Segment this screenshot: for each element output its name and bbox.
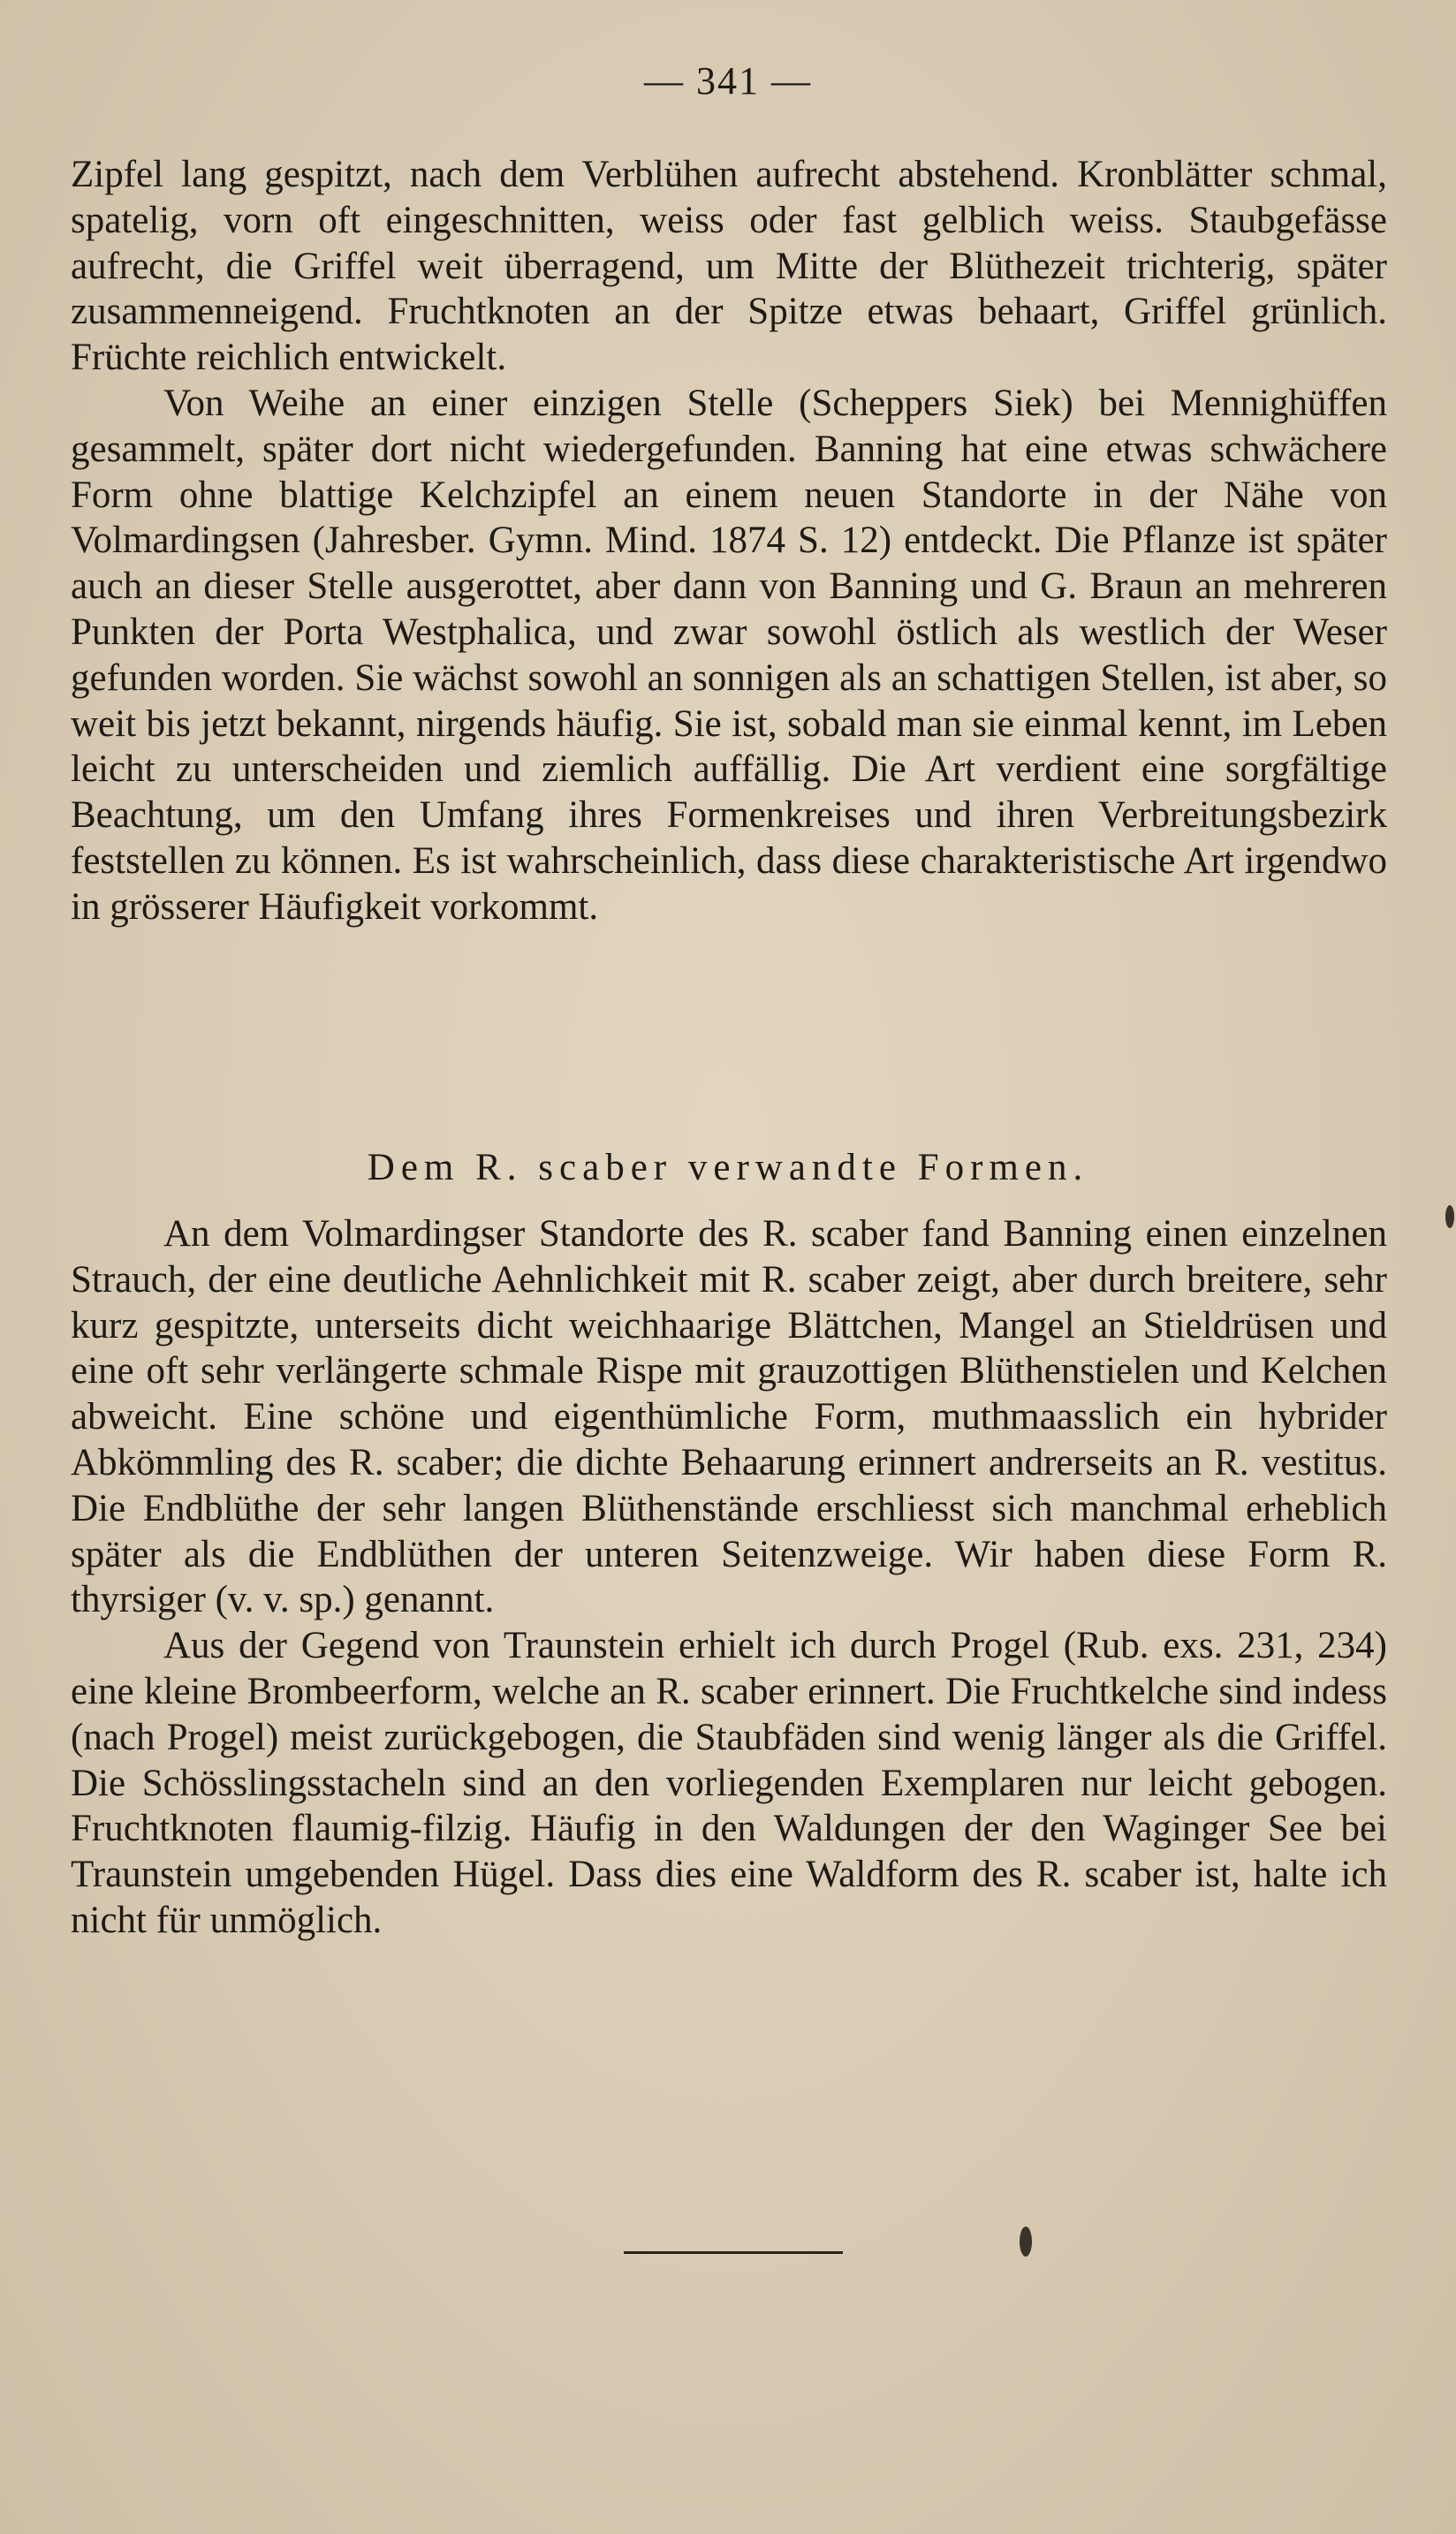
paragraph: Von Weihe an einer einzigen Stelle (Scheppers Siek) bei Mennighüffen gesammelt, später dort nicht wiedergefunden. Banning hat eine etwas schwächere Form ohne blattige Kelchzipfel an einem neuen Standorte in der Nähe von Volmardingsen (Jahresber. Gymn. Mind. 1874 S. 12) entdeckt. Die Pflanze ist später auch an dieser Stelle ausgerottet, aber dann von Banning und G. Braun an mehreren Punkten der Porta Westphalica, und zwar sowohl östlich als westlich der Weser gefunden worden. Sie wächst sowohl an sonnigen als an schattigen Stellen, ist aber, so weit bis jetzt bekannt, nirgends häufig. Sie ist, sobald man sie einmal kennt, im Leben leicht zu unterscheiden und ziemlich auffällig. Die Art verdient eine sorgfältige Beachtung, um den Umfang ihres Formenkreises und ihren Verbreitungsbezirk feststellen zu können. Es ist wahrscheinlich, dass diese charakteristische Art irgendwo in grösserer Häufigkeit vorkommt. bbox=[71, 382, 1387, 928]
bottom-text-block bbox=[71, 1211, 1387, 1944]
paragraph: Aus der Gegend von Traunstein erhielt ich durch Progel (Rub. exs. 231, 234) eine kleine Brombeerform, welche an R. scaber erinnert. Die Fruchtkelche sind indess (nach Progel) meist zurückgebogen, die Staubfäden sind wenig länger als die Griffel. Die Schösslingsstacheln sind an den vorliegenden Exemplaren nur leicht gebogen. Fruchtknoten flaumig-filzig. Häufig in den Waldungen der den Waginger See bei Traunstein umgebenden Hügel. Dass dies eine Waldform des R. scaber ist, halte ich nicht für unmöglich. bbox=[71, 1625, 1387, 1941]
paragraph: Zipfel lang gespitzt, nach dem Verblühen aufrecht abstehend. Kronblätter schmal, spatelig, vorn oft eingeschnitten, weiss oder fast gelblich weiss. Staubgefässe aufrecht, die Griffel weit überragend, um Mitte der Blüthezeit trichterig, später zusammenneigend. Fruchtknoten an der Spitze etwas behaart, Griffel grünlich. Früchte reichlich entwickelt. bbox=[71, 154, 1387, 379]
end-rule bbox=[624, 2251, 843, 2254]
section-heading: Dem R. scaber verwandte Formen. bbox=[367, 1147, 1089, 1188]
ink-speck bbox=[1020, 2227, 1032, 2257]
paragraph: An dem Volmardingser Standorte des R. scaber fand Banning einen einzelnen Strauch, der eine deutliche Aehnlichkeit mit R. scaber zeigt, aber durch breitere, sehr kurz gespitzte, unterseits dicht weichhaarige Blättchen, Mangel an Stieldrüsen und eine oft sehr verlängerte schmale Rispe mit grauzottigen Blüthenstielen und Kelchen abweicht. Eine schöne und eigenthümliche Form, muthmaasslich ein hybrider Abkömmling des R. scaber; die dichte Behaarung erinnert andrerseits an R. vestitus. Die Endblüthe der sehr langen Blüthenstände erschliesst sich manchmal erheblich später als die Endblüthen der unteren Seitenzweige. Wir haben diese Form R. thyrsiger (v. v. sp.) genannt. bbox=[71, 1213, 1387, 1621]
ink-speck bbox=[1445, 1205, 1454, 1228]
page-number: — 341 — bbox=[644, 59, 812, 102]
top-text-block bbox=[71, 152, 1387, 930]
